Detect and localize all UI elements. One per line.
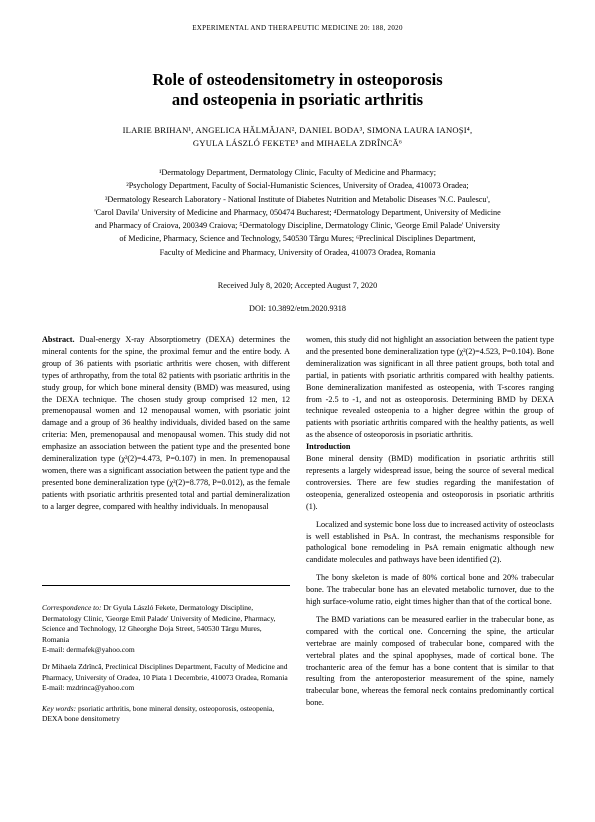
body-paragraph: Localized and systemic bone loss due to increased activity of osteoclasts is well established in PsA. In contrast, the mechanisms responsible for pathological bone remodeling in PsA remain enigmatic although new candidate molecules and pathways have been identified (2). [306, 519, 554, 565]
received-accepted-dates: Received July 8, 2020; Accepted August 7, 2020 [217, 281, 378, 290]
body-paragraph: The bony skeleton is made of 80% cortical bone and 20% trabecular bone. The trabecular bone has an elevated metabolic turnover, due to the high surface-volume ratio, eight times higher than that of the cortical bone. [306, 573, 554, 607]
correspondence-text: Dr Mihaela Zdrîncă, Preclinical Disciplines Department, Faculty of Medicine and Pharmacy, University of Oradea, 10 Piata 1 Decembrie, 410073 Oradea, Romania [42, 661, 288, 682]
footnotes [42, 603, 290, 731]
keywords-text: psoriatic arthritis, bone mineral density, osteoporosis, osteopenia, DEXA bone densitometry [42, 703, 275, 724]
email-1[interactable]: E-mail: dermafek@yahoo.com [42, 645, 135, 655]
correspondence-text: Dr Gyula László Fekete, Dermatology Discipline, Dermatology Clinic, 'George Emil Palade' University of Medicine, Pharmacy, Science and Technology, 12 Gheorghe Doja Street, 540530 Târgu Mures, Romania [42, 603, 276, 644]
abstract-text: Dual-energy X-ray Absorptiometry (DEXA) determines the mineral contents for the spine, the proximal femur and the entire body. A group of 36 patients with psoriatic arthritis were chosen, with different types of arthropathy, from the total 82 patients with psoriatic arthritis in the study group, for which bone mineral density (BMD) was measured, using the DEXA technique. The chosen study group comprised 12 men, 12 premenopausal women and 12 menopausal women, with psoriatic joint damage and a group of 36 healthy individuals, divided based on the same criteria: Men, premenopausal and menopausal women. This study did not emphasize an association between the patient type and the presented bone demineralization type (χ²(2)=4.473, P=0.107) in men. In premenopausal women, there was a significant association between the patient type and the presented bone demineralization type (χ²(2)=8.778, P=0.012), as the female patients with psoriatic arthritis presented total and partial demineralization to a larger degree, compared with healthy individuals. In menopausal [42, 335, 290, 511]
affiliation-line: ³Dermatology Research Laboratory - National Institute of Diabetes Nutrition and Metabolic Diseases 'N.C. Paulescu', [104, 194, 491, 204]
authors-line-2: GYULA LÁSZLÓ FEKETE⁵ and MIHAELA ZDRÎNCĂ⁶ [192, 138, 403, 148]
affiliations [52, 166, 543, 259]
authors-line-1: ILARIE BRIHAN¹, ANGELICA HĂLMĂJAN², DANIEL BODA³, SIMONA LAURA IANOȘI⁴, [122, 125, 473, 135]
author-list [60, 124, 535, 150]
abstract-label: Abstract. [42, 335, 75, 344]
email-2[interactable]: E-mail: mzdrinca@yahoo.com [42, 683, 135, 693]
doi-link[interactable]: DOI: 10.3892/etm.2020.9318 [249, 304, 346, 313]
correspondence-1 [42, 603, 290, 656]
body-paragraph: Bone mineral density (BMD) modification in psoriatic arthritis still represents a largely widespread issue, being the source of several medical controversies. There are few studies regarding the manifestation of osteopenia, generalized osteopenia and osteoporosis in psoriatic arthritis (1). [306, 454, 554, 511]
correspondence-2 [42, 662, 290, 694]
correspondence-label: Correspondence to: [42, 603, 102, 612]
section-heading-introduction: Introduction [306, 442, 351, 452]
right-column [306, 334, 554, 709]
affiliation-line: 'Carol Davila' University of Medicine and Pharmacy, 050474 Bucharest; ⁴Dermatology Department, University of Medicine [94, 207, 501, 217]
affiliation-line: Faculty of Medicine and Pharmacy, University of Oradea, 410073 Oradea, Romania [159, 247, 436, 257]
running-header: EXPERIMENTAL AND THERAPEUTIC MEDICINE 20: 188, 2020 [192, 24, 403, 32]
affiliation-line: of Medicine, Pharmacy, Science and Technology, 540530 Târgu Mures; ⁶Preclinical Disciplines Department, [119, 234, 476, 244]
title-line-2: and osteopenia in psoriatic arthritis [171, 90, 424, 109]
footnote-divider [42, 585, 290, 586]
affiliation-line: and Pharmacy of Craiova, 200349 Craiova; ⁵Dermatology Discipline, Dermatology Clinic, 'George Emil Palade' University [95, 221, 500, 231]
article-title [0, 70, 595, 110]
keywords-label: Key words: [42, 703, 77, 713]
title-line-1: Role of osteodensitometry in osteoporosis [152, 70, 443, 89]
abstract-continued: women, this study did not highlight an association between the patient type and the presented bone demineralization type (χ²(2)=4.523, P=0.104). Bone demineralization was significant in all three patient groups, both total and partial, in patients with psoriatic arthritis compared with healthy patients. Bone demineralization manifested as osteopenia, with T-scores ranging from -2.5 to -1, and not as osteoporosis. Determining BMD by DEXA technique revealed osteopenia to a higher degree within the group of patients with psoriatic arthritis compared with the healthy patients, as well as the absence of osteoporosis in psoriatic arthritis. [306, 335, 554, 440]
abstract [42, 334, 290, 513]
left-column [42, 334, 290, 513]
affiliation-line: ¹Dermatology Department, Dermatology Clinic, Faculty of Medicine and Pharmacy; [158, 168, 437, 177]
affiliation-line: ²Psychology Department, Faculty of Social-Humanistic Sciences, University of Oradea, 410073 Oradea; [126, 181, 469, 191]
keywords [42, 704, 290, 725]
body-paragraph: The BMD variations can be measured earlier in the trabecular bone, as compared with the cortical one. Concerning the spine, the articular vertebrae are mainly composed of trabecular bone, compared with the vertebral plates and the spinal apophyses, made of cortical bone. The trochanteric area of the femur has a bone content that is similar to that resulting from the anteroposterior measurement of the spine, namely trabecular bone, whereas the femoral neck contains predominantly cortical bone. [306, 614, 554, 708]
